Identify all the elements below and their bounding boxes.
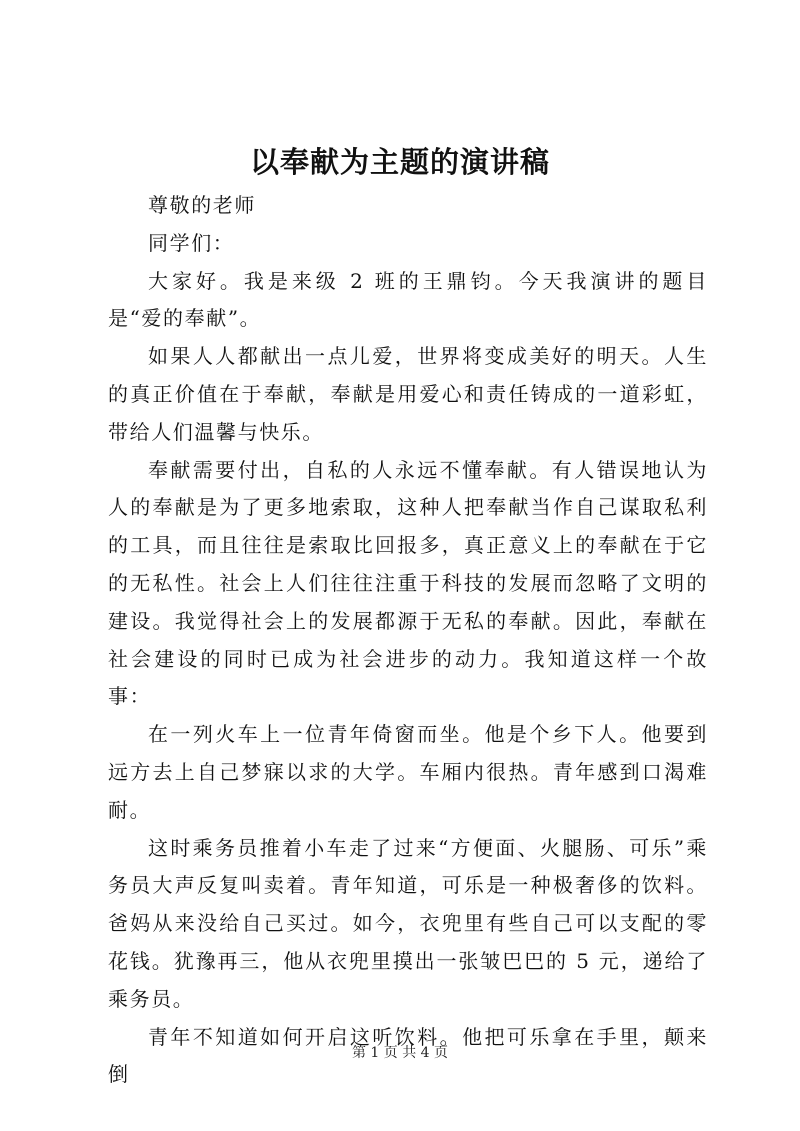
paragraph-attendant: 这时乘务员推着小车走了过来“方便面、火腿肠、可乐”乘务员大声反复叫卖着。青年知道，可乐是一种极奢侈的饮料。爸妈从来没给自己买过。如今，衣兜里有些自己可以支配的零花钱。犹豫再三，他从衣兜里摸出一张皱巴巴的 5 元，递给了乘务员。 (108, 835, 708, 1011)
paragraph-selflessness: 奉献需要付出，自私的人永远不懂奉献。有人错误地认为人的奉献是为了更多地索取，这种人把奉献当作自己谋取私利的工具，而且往往是索取比回报多，真正意义上的奉献在于它的无私性。社会上人们往往注重于科技的发展而忽略了文明的建设。我觉得社会上的发展都源于无私的奉献。因此，奉献在社会建设的同时已成为社会进步的动力。我知道这样一个故事： (108, 457, 708, 709)
page-number-footer: 第 1 页 共 4 页 (351, 1045, 449, 1061)
paragraph-value-of-life: 如果人人都献出一点儿爱，世界将变成美好的明天。人生的真正价值在于奉献，奉献是用爱心和责任铸成的一道彩虹，带给人们温馨与快乐。 (108, 344, 708, 444)
salutation-students: 同学们： (148, 230, 235, 255)
document-body (108, 187, 708, 1094)
document-title: 以奉献为主题的演讲稿 (249, 145, 550, 179)
paragraph-train-story: 在一列火车上一位青年倚窗而坐。他是个乡下人。他要到远方去上自己梦寐以求的大学。车厢内很热。青年感到口渴难耐。 (108, 722, 708, 822)
salutation-teachers: 尊敬的老师 (148, 193, 256, 217)
paragraph-greeting: 大家好。我是来级 2 班的王鼎钧。今天我演讲的题目是“爱的奉献”。 (108, 268, 708, 331)
paragraph-opening-drink: 青年不知道如何开启这听饮料。他把可乐拿在手里，颠来倒 (108, 1024, 708, 1087)
